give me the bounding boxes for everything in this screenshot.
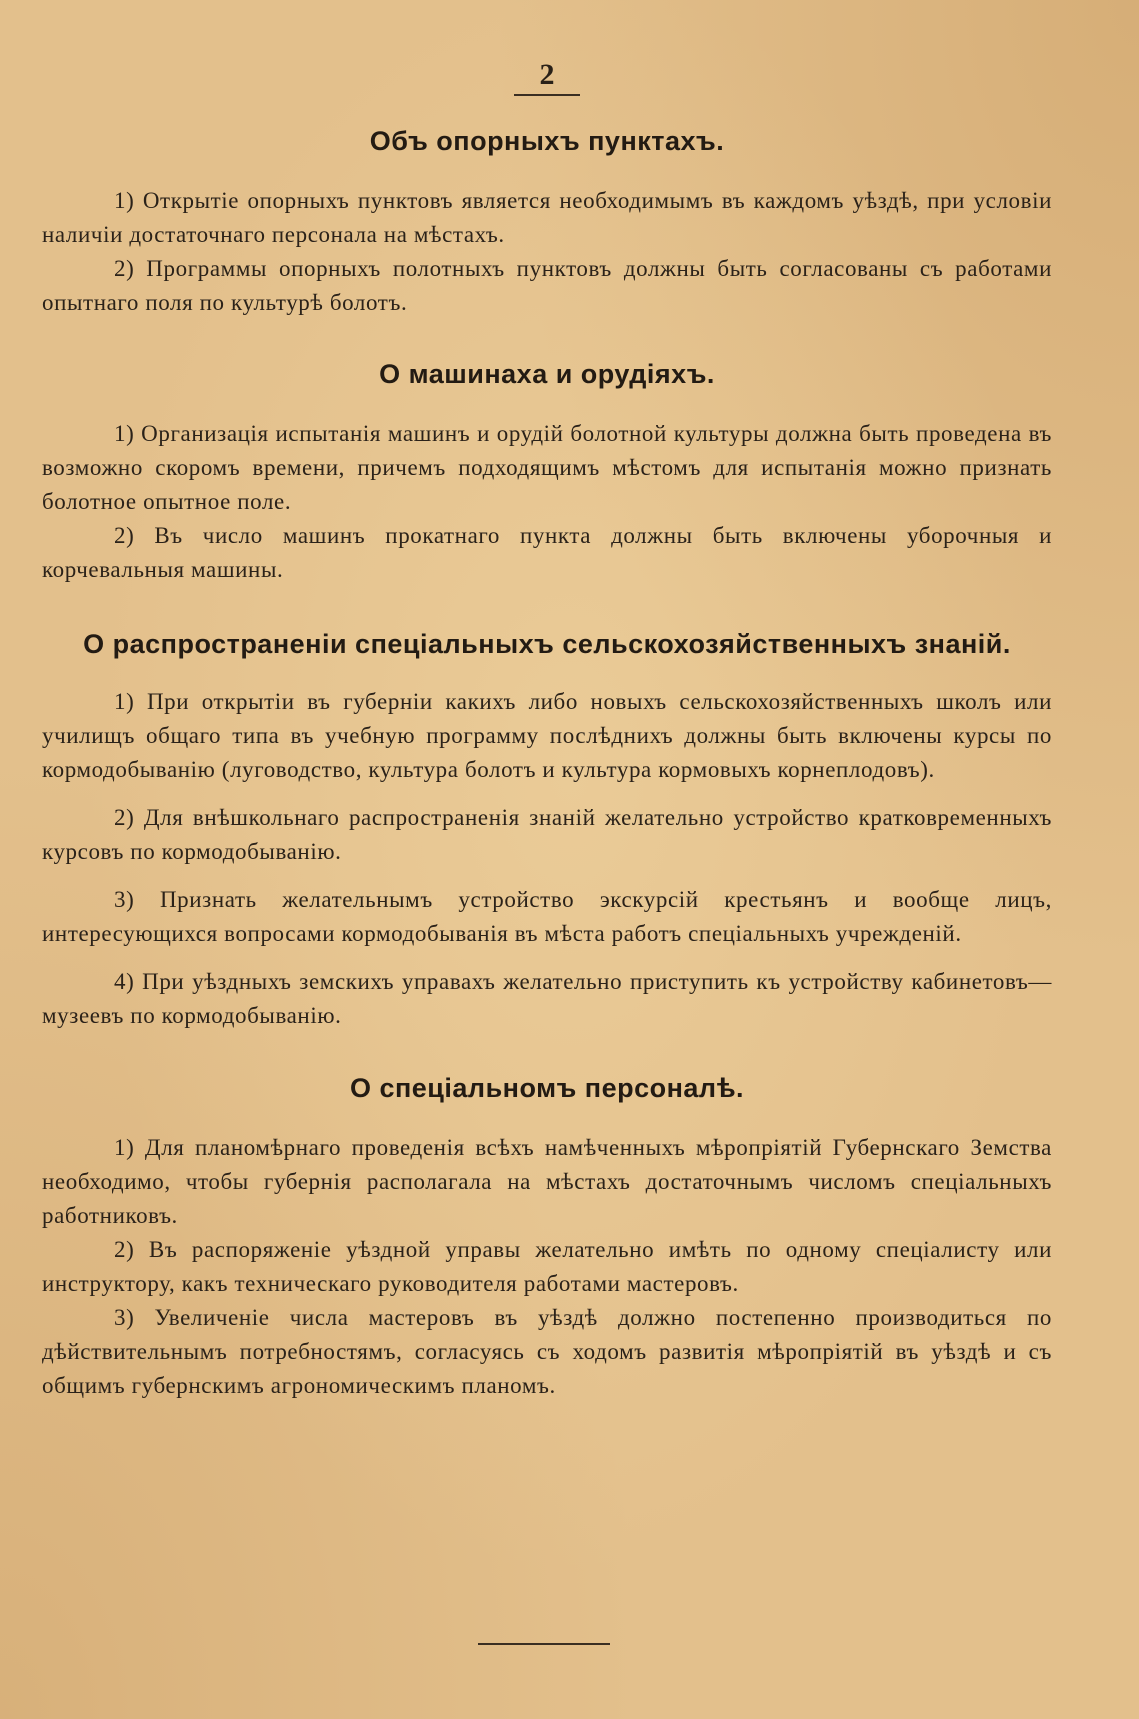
paragraph: 3) Признать желательнымъ устройство экскурсій крестьянъ и вообще лицъ, интересующихся вопросами кормодобыванія въ мѣста работъ спеціальныхъ учрежденій. <box>42 887 1052 946</box>
page-number-underline <box>514 94 580 96</box>
document-page <box>42 58 1052 1403</box>
paragraph: 2) Въ число машинъ прокатнаго пункта должны быть включены уборочныя и корчевальныя машины. <box>42 523 1052 582</box>
paragraph: 2) Программы опорныхъ полотныхъ пунктовъ должны быть согласованы съ работами опытнаго поля по культурѣ болотъ. <box>42 256 1052 315</box>
paragraph: 1) Организація испытанія машинъ и орудій болотной культуры должна быть проведена въ возможно скоромъ времени, причемъ подходящимъ мѣстомъ для испытанія можно признать болотное опытное поле. <box>42 421 1052 514</box>
section-machines-tools <box>42 357 1052 587</box>
paragraph: 2) Для внѣшкольнаго распространенія знаній желательно устройство кратковременныхъ курсовъ по кормодобыванію. <box>42 805 1052 864</box>
page-number: 2 <box>539 58 555 91</box>
paragraph: 1) При открытіи въ губерніи какихъ либо новыхъ сельскохозяйственныхъ школъ или училищъ общаго типа въ учебную программу послѣднихъ должны быть включены курсы по кормодобыванію (луговодство, культура болотъ и культура кормовыхъ корнеплодовъ). <box>42 689 1052 782</box>
paragraph: 2) Въ распоряженіе уѣздной управы желательно имѣть по одному спеціалисту или инструктору, какъ техническаго руководителя работами мастеровъ. <box>42 1237 1052 1296</box>
section-special-personnel <box>42 1071 1052 1403</box>
closing-rule <box>478 1643 610 1645</box>
section-title: О спеціальномъ персоналѣ. <box>349 1073 745 1103</box>
section-title: О распространеніи спеціальныхъ сельскохозяйственныхъ знаній. <box>83 629 1011 659</box>
paragraph: 1) Открытіе опорныхъ пунктовъ является необходимымъ въ каждомъ уѣздѣ, при условіи наличіи достаточнаго персонала на мѣстахъ. <box>42 188 1052 247</box>
paragraph: 1) Для планомѣрнаго проведенія всѣхъ намѣченныхъ мѣропріятій Губернскаго Земства необходимо, чтобы губернія располагала на мѣстахъ достаточнымъ числомъ спеціальныхъ работниковъ. <box>42 1135 1052 1228</box>
section-title: О машинаха и орудіяхъ. <box>379 359 715 389</box>
paragraph: 4) При уѣздныхъ земскихъ управахъ желательно приступить къ устройству кабинетовъ—музеевъ по кормодобыванію. <box>42 969 1052 1028</box>
paragraph: 3) Увеличеніе числа мастеровъ въ уѣздѣ должно постепенно производиться по дѣйствительнымъ потребностямъ, согласуясь съ ходомъ развитія мѣропріятій въ уѣздѣ и съ общимъ губернскимъ агрономическимъ планомъ. <box>42 1305 1052 1398</box>
section-support-points <box>42 124 1052 320</box>
section-title: Объ опорныхъ пунктахъ. <box>369 126 725 156</box>
section-knowledge-spread <box>42 627 1052 1033</box>
